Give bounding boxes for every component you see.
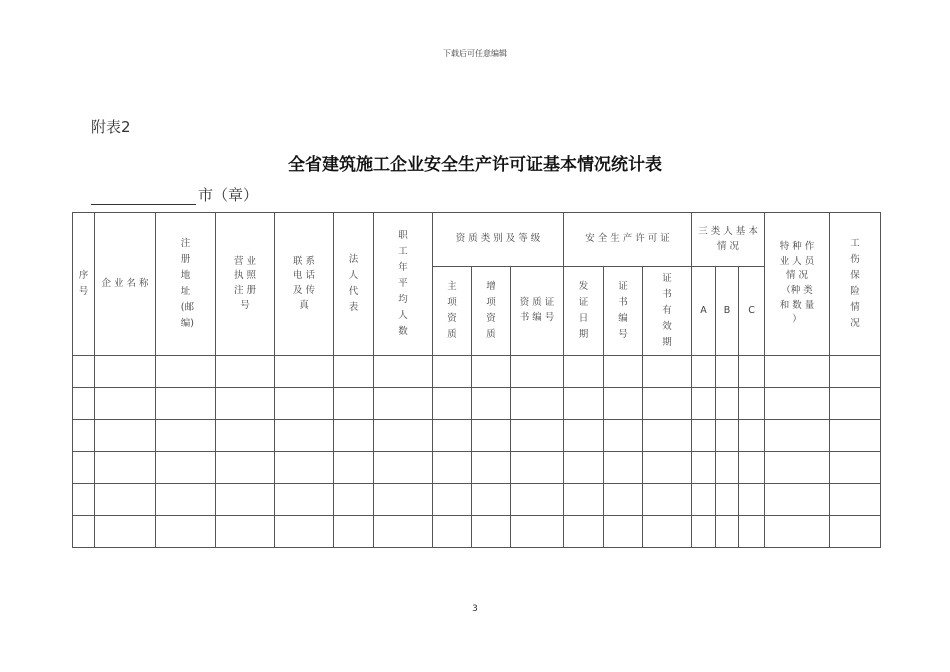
table-cell[interactable]: [216, 420, 275, 452]
table-cell[interactable]: [643, 452, 692, 484]
header-qual-cert: 资 质 证 书 编 号: [511, 267, 564, 356]
table-cell[interactable]: [643, 420, 692, 452]
table-cell[interactable]: [95, 388, 156, 420]
table-cell[interactable]: [604, 356, 643, 388]
table-cell[interactable]: [433, 452, 472, 484]
table-cell[interactable]: [275, 388, 334, 420]
table-cell[interactable]: [73, 516, 95, 548]
table-cell[interactable]: [472, 420, 511, 452]
table-cell[interactable]: [334, 388, 374, 420]
table-cell[interactable]: [216, 452, 275, 484]
table-cell[interactable]: [716, 388, 739, 420]
table-cell[interactable]: [739, 484, 765, 516]
table-cell[interactable]: [472, 484, 511, 516]
table-cell[interactable]: [95, 516, 156, 548]
table-cell[interactable]: [511, 484, 564, 516]
table-cell[interactable]: [374, 516, 433, 548]
table-cell[interactable]: [275, 356, 334, 388]
table-cell[interactable]: [73, 420, 95, 452]
header-qualification-group: 资 质 类 别 及 等 级: [433, 213, 564, 267]
table-cell[interactable]: [564, 356, 604, 388]
city-blank-field[interactable]: [91, 186, 196, 205]
table-cell[interactable]: [604, 388, 643, 420]
table-cell[interactable]: [216, 356, 275, 388]
table-cell[interactable]: [692, 420, 716, 452]
table-cell[interactable]: [511, 516, 564, 548]
header-employees: 职工年平均人数: [374, 213, 433, 356]
table-cell[interactable]: [564, 388, 604, 420]
header-issue-date: 发证日期: [564, 267, 604, 356]
table-cell[interactable]: [765, 420, 830, 452]
table-cell[interactable]: [739, 388, 765, 420]
table-cell[interactable]: [511, 420, 564, 452]
table-cell[interactable]: [830, 420, 881, 452]
table-cell[interactable]: [716, 452, 739, 484]
annex-label: 附表2: [91, 118, 131, 136]
table-cell[interactable]: [692, 356, 716, 388]
table-cell[interactable]: [275, 516, 334, 548]
table-cell[interactable]: [472, 388, 511, 420]
table-cell[interactable]: [739, 356, 765, 388]
table-cell[interactable]: [334, 516, 374, 548]
table-cell[interactable]: [433, 356, 472, 388]
city-line: [91, 184, 258, 205]
document-title: 全省建筑施工企业安全生产许可证基本情况统计表: [288, 155, 662, 175]
table-cell[interactable]: [739, 516, 765, 548]
header-valid-period: 证书有效期: [643, 267, 692, 356]
header-type-a: A: [692, 267, 716, 356]
table-cell[interactable]: [156, 484, 216, 516]
table-cell[interactable]: [156, 356, 216, 388]
table-cell[interactable]: [692, 516, 716, 548]
table-cell[interactable]: [830, 452, 881, 484]
table-cell[interactable]: [374, 484, 433, 516]
table-cell[interactable]: [739, 420, 765, 452]
table-cell[interactable]: [716, 484, 739, 516]
table-cell[interactable]: [216, 388, 275, 420]
header-legal: 法人代表: [334, 213, 374, 356]
header-injury-insurance: 工伤保险情况: [830, 213, 881, 356]
table-cell[interactable]: [433, 516, 472, 548]
header-special-workers: 特 种 作 业 人 员 情 况 （种 类和 数 量 ）: [765, 213, 830, 356]
table-cell[interactable]: [830, 516, 881, 548]
table-cell[interactable]: [765, 452, 830, 484]
table-cell[interactable]: [692, 452, 716, 484]
table-cell[interactable]: [564, 484, 604, 516]
header-three-types-group: 三 类 人 基 本 情 况: [692, 213, 765, 267]
table-cell[interactable]: [765, 484, 830, 516]
table-cell[interactable]: [830, 484, 881, 516]
table-row: [73, 452, 881, 484]
table-cell[interactable]: [716, 356, 739, 388]
table-cell[interactable]: [156, 516, 216, 548]
table-cell[interactable]: [830, 356, 881, 388]
table-cell[interactable]: [275, 452, 334, 484]
table-cell[interactable]: [433, 388, 472, 420]
header-seq: 序号: [73, 213, 95, 356]
city-suffix: 市（章）: [198, 186, 259, 204]
table-cell[interactable]: [95, 484, 156, 516]
table-cell[interactable]: [95, 452, 156, 484]
table-cell[interactable]: [374, 452, 433, 484]
table-cell[interactable]: [374, 388, 433, 420]
table-cell[interactable]: [564, 516, 604, 548]
table-row: [73, 356, 881, 388]
table-cell[interactable]: [604, 452, 643, 484]
table-cell[interactable]: [643, 356, 692, 388]
table-cell[interactable]: [156, 388, 216, 420]
table-cell[interactable]: [472, 452, 511, 484]
table-cell[interactable]: [472, 516, 511, 548]
table-cell[interactable]: [73, 452, 95, 484]
table-cell[interactable]: [334, 452, 374, 484]
table-cell[interactable]: [511, 452, 564, 484]
table-row: [73, 388, 881, 420]
table-cell[interactable]: [765, 388, 830, 420]
header-main-qual: 主项资质: [433, 267, 472, 356]
table-cell[interactable]: [275, 420, 334, 452]
header-extra-qual: 增项资质: [472, 267, 511, 356]
table-cell[interactable]: [765, 356, 830, 388]
table-cell[interactable]: [374, 420, 433, 452]
page-header-note: 下载后可任意编辑: [443, 49, 507, 58]
table-cell[interactable]: [334, 420, 374, 452]
table-cell[interactable]: [73, 388, 95, 420]
table-cell[interactable]: [216, 484, 275, 516]
table-cell[interactable]: [156, 420, 216, 452]
table-cell[interactable]: [374, 356, 433, 388]
table-cell[interactable]: [73, 356, 95, 388]
header-cert-no: 证书编号: [604, 267, 643, 356]
table-cell[interactable]: [73, 484, 95, 516]
table-cell[interactable]: [511, 388, 564, 420]
table-cell[interactable]: [604, 420, 643, 452]
table-cell[interactable]: [716, 420, 739, 452]
table-cell[interactable]: [643, 484, 692, 516]
table-cell[interactable]: [739, 452, 765, 484]
table-cell[interactable]: [604, 516, 643, 548]
table-cell[interactable]: [433, 420, 472, 452]
table-cell[interactable]: [334, 356, 374, 388]
header-reg-address: 注册地址(邮编): [156, 213, 216, 356]
header-type-b: B: [716, 267, 739, 356]
table-cell[interactable]: [643, 516, 692, 548]
table-body: [73, 356, 881, 548]
table-cell[interactable]: [472, 356, 511, 388]
header-safety-group: 安 全 生 产 许 可 证: [564, 213, 692, 267]
table-cell[interactable]: [564, 420, 604, 452]
table-cell[interactable]: [334, 484, 374, 516]
table-cell[interactable]: [433, 484, 472, 516]
table-row: [73, 516, 881, 548]
table-row: [73, 484, 881, 516]
page-number: 3: [472, 604, 478, 614]
header-license: 营 业 执 照 注 册 号: [216, 213, 275, 356]
table-cell[interactable]: [95, 420, 156, 452]
statistics-table: [72, 212, 881, 548]
table-cell[interactable]: [643, 388, 692, 420]
table-cell[interactable]: [216, 516, 275, 548]
table-cell[interactable]: [765, 516, 830, 548]
table-cell[interactable]: [511, 356, 564, 388]
table-cell[interactable]: [95, 356, 156, 388]
table-cell[interactable]: [692, 388, 716, 420]
table-cell[interactable]: [716, 516, 739, 548]
header-company: 企 业 名 称: [95, 213, 156, 356]
table-cell[interactable]: [564, 452, 604, 484]
table-cell[interactable]: [830, 388, 881, 420]
table-cell[interactable]: [275, 484, 334, 516]
table-cell[interactable]: [604, 484, 643, 516]
header-contact: 联 系 电 话 及 传 真: [275, 213, 334, 356]
header-type-c: C: [739, 267, 765, 356]
table-row: [73, 420, 881, 452]
table-cell[interactable]: [156, 452, 216, 484]
table-cell[interactable]: [692, 484, 716, 516]
